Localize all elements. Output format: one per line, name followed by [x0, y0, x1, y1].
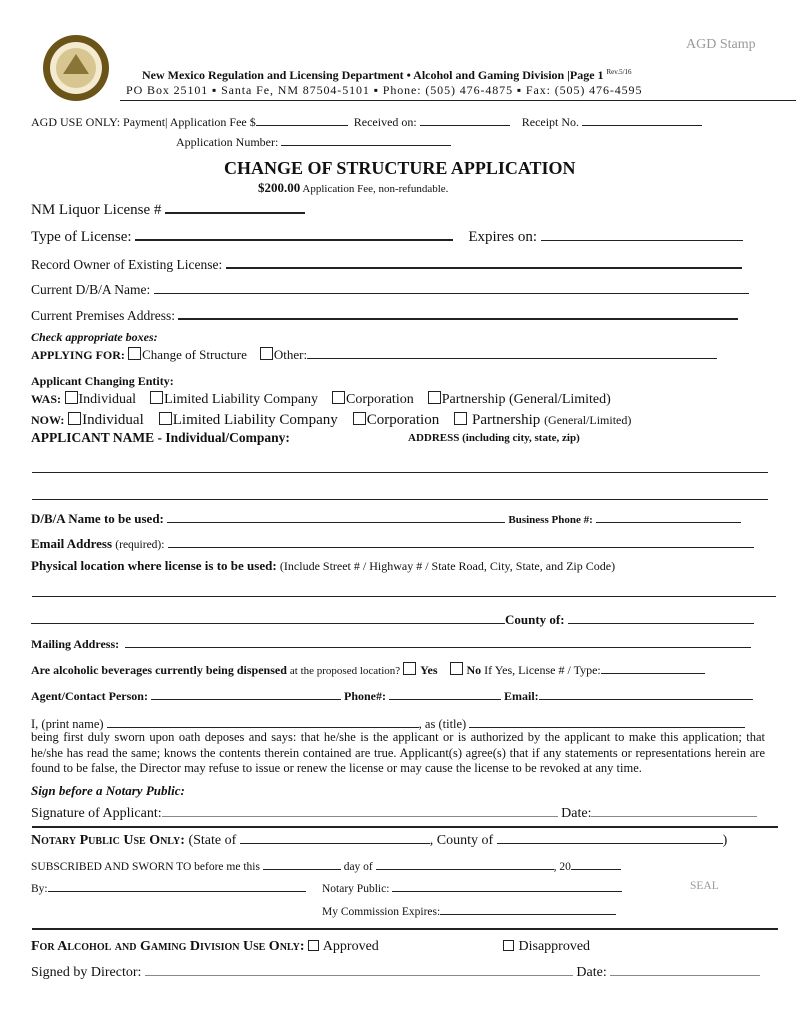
- email2-field[interactable]: [539, 688, 753, 700]
- was-individual: Individual: [78, 392, 137, 407]
- mailing-field[interactable]: [125, 636, 751, 648]
- no-checkbox[interactable]: [450, 662, 463, 675]
- header-divider: [120, 100, 796, 101]
- no-label: No: [466, 663, 482, 677]
- app-number-row: [176, 134, 451, 150]
- premises-label: Current Premises Address:: [31, 308, 175, 323]
- department-header: [142, 68, 632, 83]
- disapproved-row: [503, 939, 590, 955]
- app-number-label: Application Number:: [176, 135, 279, 149]
- subscribed-row: [31, 858, 621, 873]
- email-row: [31, 536, 754, 552]
- mailing-label: Mailing Address:: [31, 637, 120, 651]
- now-llc: Limited Liability Company: [172, 412, 338, 428]
- print-name-label: I, (print name): [31, 717, 104, 731]
- dba-used-row: [31, 511, 741, 527]
- other-checkbox[interactable]: [260, 347, 273, 360]
- by-field[interactable]: [48, 880, 306, 892]
- year-field[interactable]: [571, 858, 621, 870]
- yes-label: Yes: [420, 663, 438, 677]
- change-checkbox[interactable]: [128, 347, 141, 360]
- owner-label: Record Owner of Existing License:: [31, 257, 223, 272]
- now-partnership: Partnership: [471, 412, 541, 428]
- notary-heading: Notary Public Use Only:: [31, 833, 185, 848]
- county-row: [31, 612, 754, 628]
- director-label: Signed by Director:: [31, 965, 142, 980]
- received-field[interactable]: [420, 114, 510, 126]
- mailing-row: [31, 636, 751, 652]
- dba-used-label: D/B/A Name to be used:: [31, 511, 164, 526]
- was-llc: Limited Liability Company: [164, 392, 319, 407]
- dispensed-row: [31, 662, 705, 678]
- day-field[interactable]: [263, 858, 341, 870]
- owner-field[interactable]: [226, 256, 742, 269]
- was-llc-checkbox[interactable]: [150, 391, 163, 404]
- phone-field[interactable]: [389, 688, 501, 700]
- state-label: (State of: [188, 833, 237, 848]
- print-name-field[interactable]: [107, 716, 419, 728]
- owner-row: [31, 256, 742, 273]
- signature-date-label: Date:: [561, 806, 592, 821]
- seal-label: SEAL: [690, 880, 719, 892]
- sign-heading: Sign before a Notary Public:: [31, 783, 185, 798]
- physical-line-2[interactable]: [31, 612, 505, 624]
- type-row: [31, 228, 743, 246]
- was-partnership-checkbox[interactable]: [428, 391, 441, 404]
- fee-field[interactable]: [256, 114, 348, 126]
- fee-label: AGD USE ONLY: Payment| Application Fee $: [31, 115, 256, 129]
- by-row: [31, 880, 306, 895]
- dba-field[interactable]: [154, 282, 749, 294]
- email-field[interactable]: [168, 536, 754, 548]
- receipt-label: Receipt No.: [521, 115, 580, 129]
- physical-line[interactable]: [32, 596, 776, 597]
- type-field[interactable]: [135, 228, 453, 241]
- day-of-label: day of: [343, 861, 373, 873]
- notary-public-row: [322, 880, 622, 895]
- now-row: [31, 412, 631, 429]
- now-corp-checkbox[interactable]: [353, 412, 366, 425]
- change-label: Change of Structure: [142, 347, 247, 362]
- now-label: NOW:: [31, 413, 65, 427]
- type-label: Type of License:: [31, 229, 132, 245]
- license-field[interactable]: [165, 201, 305, 214]
- receipt-field[interactable]: [582, 114, 702, 126]
- notary-row: [31, 832, 727, 849]
- state-seal-logo: [41, 34, 111, 102]
- was-row: [31, 391, 611, 408]
- now-corp: Corporation: [366, 412, 440, 428]
- applicant-name-label: APPLICANT NAME - Individual/Company:: [31, 430, 290, 445]
- division-row: [31, 939, 379, 955]
- was-corp: Corporation: [346, 392, 414, 407]
- title-label: , as (title): [418, 717, 467, 731]
- title-field[interactable]: [469, 716, 745, 728]
- signature-date-field[interactable]: [591, 805, 757, 817]
- entity-heading: Applicant Changing Entity:: [31, 374, 174, 388]
- expires-field[interactable]: [541, 229, 743, 241]
- director-date-label: Date:: [576, 965, 607, 980]
- notary-county-label: , County of: [429, 833, 494, 848]
- approved-label: Approved: [322, 939, 379, 954]
- notary-county-field[interactable]: [497, 832, 723, 844]
- now-gl: (General/Limited): [544, 413, 632, 427]
- now-llc-checkbox[interactable]: [159, 412, 172, 425]
- was-corp-checkbox[interactable]: [332, 391, 345, 404]
- applicant-line-2[interactable]: [32, 499, 768, 500]
- app-number-field[interactable]: [281, 134, 451, 146]
- division-heading: For Alcohol and Gaming Division Use Only:: [31, 939, 305, 954]
- applicant-line-1[interactable]: [32, 472, 768, 473]
- fee-amount: $200.00: [258, 180, 301, 195]
- other-field[interactable]: [307, 347, 717, 359]
- fee-note-text: Application Fee, non-refundable.: [302, 183, 449, 195]
- dba-label: Current D/B/A Name:: [31, 282, 151, 297]
- close-paren: ): [722, 833, 728, 848]
- director-field[interactable]: [145, 964, 573, 976]
- dispensed-label: Are alcoholic beverages currently being dispensed: [31, 663, 287, 677]
- subscribed-label: SUBSCRIBED AND SWORN TO before me this: [31, 861, 260, 873]
- applying-row: [31, 347, 717, 363]
- fee-note: [258, 180, 448, 196]
- commission-field[interactable]: [440, 903, 616, 915]
- year-label: , 20: [553, 861, 571, 873]
- oath-paragraph: being first duly sworn upon oath deposes and says: that he/she is the applicant or is authorized by the applicant to make this application; that he/she has read the same; knows the contents therein contained are true. Applicant(s) agree(s) that if any statements or representations herein are found to be false, the Director may refuse to issue or renew the license or may cause the license to be revoked at any time.: [31, 730, 765, 775]
- was-label: WAS:: [31, 392, 62, 406]
- address-line: PO Box 25101 ▪ Santa Fe, NM 87504-5101 ▪ Phone: (505) 476-4875 ▪ Fax: (505) 476-4595: [126, 83, 643, 97]
- premises-field[interactable]: [178, 307, 738, 320]
- email-required: (required):: [115, 539, 165, 551]
- month-field[interactable]: [376, 858, 554, 870]
- check-heading: Check appropriate boxes:: [31, 330, 158, 344]
- received-label: Received on:: [353, 115, 417, 129]
- physical-note: (Include Street # / Highway # / State Road, City, State, and Zip Code): [279, 559, 616, 573]
- yes-checkbox[interactable]: [403, 662, 416, 675]
- form-title: CHANGE OF STRUCTURE APPLICATION: [224, 158, 576, 178]
- disapproved-checkbox[interactable]: [503, 940, 514, 951]
- director-row: [31, 964, 760, 981]
- signature-row: [31, 805, 757, 822]
- address-label: ADDRESS (including city, state, zip): [408, 432, 580, 444]
- other-label: Other:: [273, 347, 308, 362]
- agent-label: Agent/Contact Person:: [31, 689, 148, 703]
- notary-public-label: Notary Public:: [322, 883, 390, 895]
- state-field[interactable]: [240, 832, 430, 844]
- license-type-field[interactable]: [601, 662, 705, 674]
- agent-row: [31, 688, 753, 704]
- now-individual: Individual: [82, 412, 144, 428]
- commission-label: My Commission Expires:: [322, 906, 441, 918]
- dba-row: [31, 282, 749, 298]
- expires-label: Expires on:: [468, 229, 538, 245]
- now-partnership-checkbox[interactable]: [454, 412, 467, 425]
- agd-stamp-label: AGD Stamp: [686, 37, 756, 52]
- approved-checkbox[interactable]: [308, 940, 319, 951]
- physical-row: [31, 558, 615, 574]
- commission-row: [322, 903, 616, 918]
- agd-use-row: [31, 114, 702, 130]
- by-label: By:: [31, 883, 48, 895]
- email-label: Email Address: [31, 536, 113, 551]
- agent-field[interactable]: [151, 688, 341, 700]
- dba-used-field[interactable]: [167, 511, 505, 523]
- business-phone-field[interactable]: [596, 511, 741, 523]
- email2-label: Email:: [503, 689, 539, 703]
- dispensed-rest: at the proposed location?: [289, 665, 401, 677]
- applying-label: APPLYING FOR:: [31, 348, 125, 362]
- license-row: [31, 201, 305, 219]
- signature-field[interactable]: [162, 805, 558, 817]
- county-field[interactable]: [568, 612, 754, 624]
- county-label: County of:: [505, 612, 565, 627]
- was-partnership: Partnership (General/Limited): [441, 392, 611, 407]
- if-yes-label: If Yes, License # / Type:: [484, 663, 601, 677]
- division-divider: [32, 928, 778, 930]
- phone-label: Phone#:: [343, 689, 386, 703]
- premises-row: [31, 307, 738, 324]
- physical-label: Physical location where license is to be used:: [31, 558, 277, 573]
- dept-text: New Mexico Regulation and Licensing Department • Alcohol and Gaming Division |Page 1: [142, 68, 604, 82]
- notary-divider: [32, 826, 778, 828]
- director-date-field[interactable]: [610, 964, 760, 976]
- notary-public-field[interactable]: [392, 880, 622, 892]
- was-individual-checkbox[interactable]: [65, 391, 78, 404]
- disapproved-label: Disapproved: [518, 939, 591, 954]
- revision: Rev.5/16: [606, 68, 632, 76]
- business-phone-label: Business Phone #:: [508, 514, 593, 526]
- now-individual-checkbox[interactable]: [68, 412, 81, 425]
- signature-label: Signature of Applicant:: [31, 806, 162, 821]
- license-label: NM Liquor License #: [31, 202, 162, 218]
